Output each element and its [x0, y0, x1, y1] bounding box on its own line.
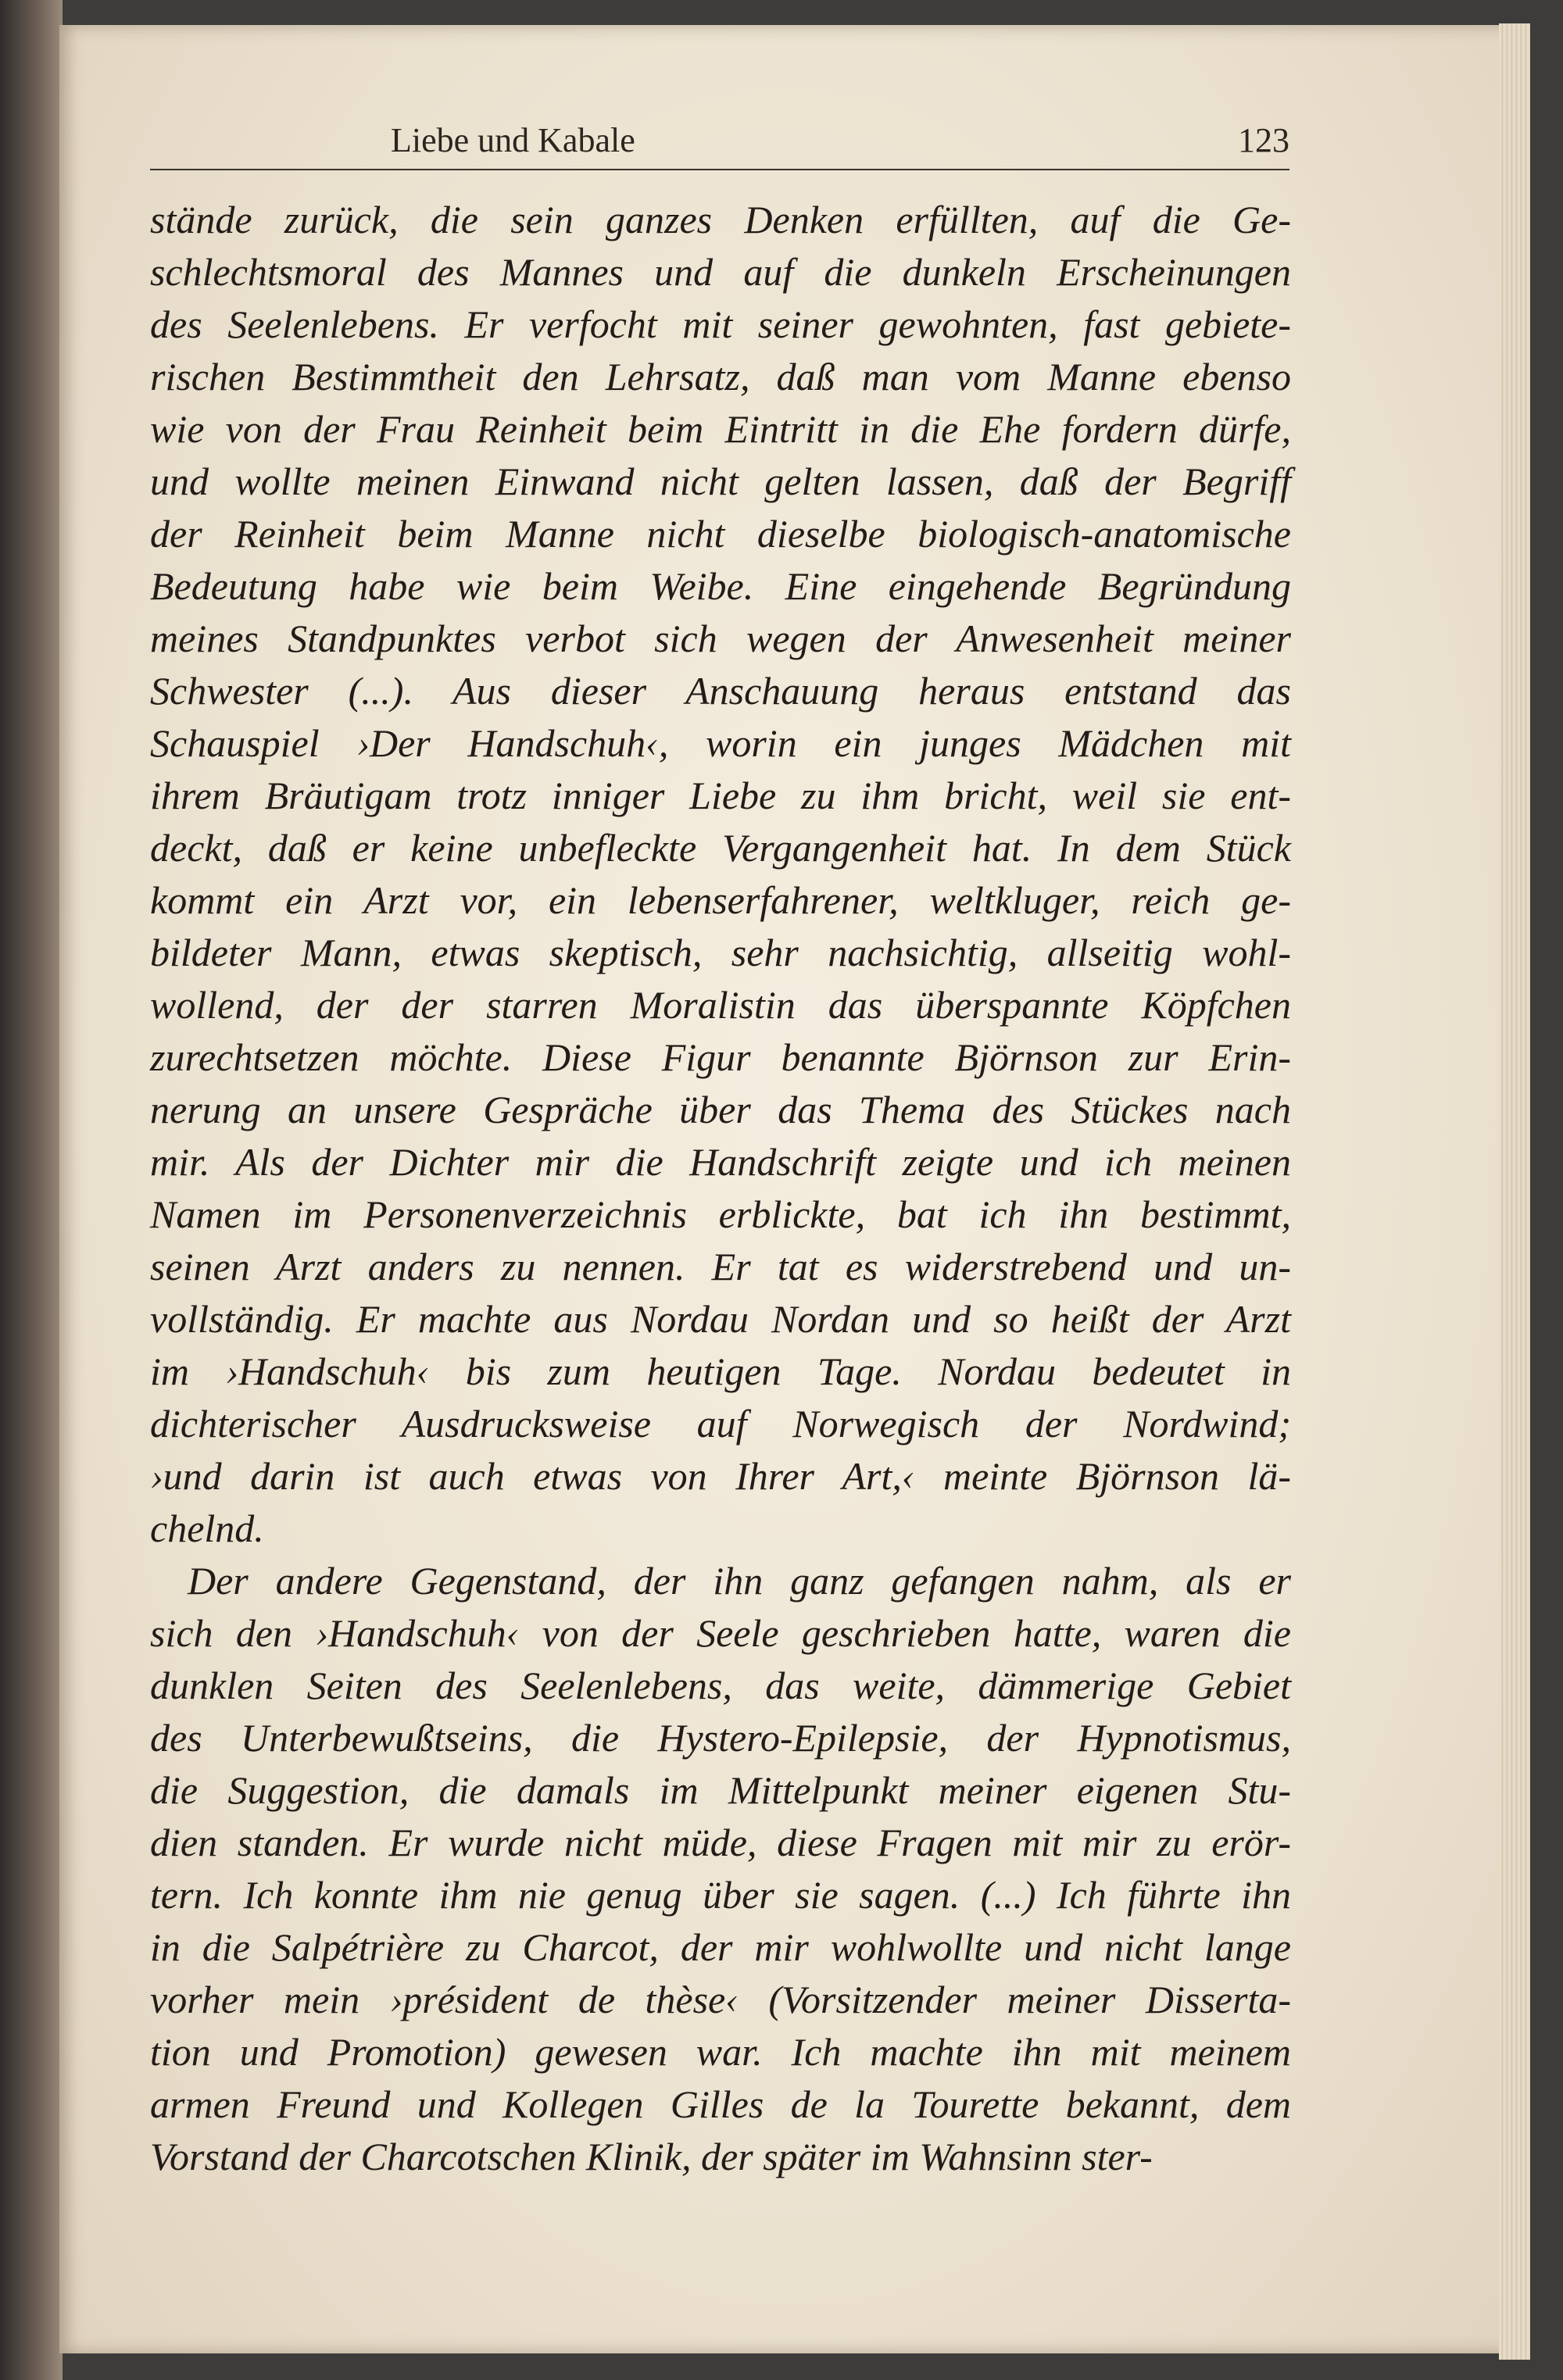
paragraph	[150, 194, 1291, 1555]
text-line: vollständig. Er machte aus Nordau Nordan und so heißt der Arzt	[150, 1297, 1291, 1341]
text-line: deckt, daß er keine unbefleckte Vergangenheit hat. In dem Stück	[150, 826, 1291, 870]
book-gutter	[0, 0, 63, 2380]
text-line: armen Freund und Kollegen Gilles de la Tourette bekannt, dem	[150, 2082, 1291, 2126]
text-line: dunklen Seiten des Seelenlebens, das weite, dämmerige Gebiet	[150, 1663, 1291, 1707]
text-line: seinen Arzt anders zu nennen. Er tat es widerstrebend und un-	[150, 1245, 1291, 1288]
text-line: wie von der Frau Reinheit beim Eintritt in die Ehe fordern dürfe,	[150, 407, 1291, 451]
text-line: des Seelenlebens. Er verfocht mit seiner gewohnten, fast gebiete-	[150, 302, 1291, 346]
text-line: zurechtsetzen möchte. Diese Figur benannte Björnson zur Erin-	[150, 1035, 1291, 1079]
text-line: Der andere Gegenstand, der ihn ganz gefangen nahm, als er	[188, 1559, 1291, 1603]
text-line: Schauspiel ›Der Handschuh‹, worin ein junges Mädchen mit	[150, 721, 1291, 765]
page-number: 123	[1238, 121, 1289, 159]
text-line: bildeter Mann, etwas skeptisch, sehr nachsichtig, allseitig wohl-	[150, 931, 1291, 974]
text-line: meines Standpunktes verbot sich wegen der Anwesenheit meiner	[150, 616, 1291, 660]
text-line: stände zurück, die sein ganzes Denken erfüllten, auf die Ge-	[150, 198, 1291, 241]
text-line: der Reinheit beim Manne nicht dieselbe biologisch-anatomische	[150, 512, 1291, 556]
text-line: chelnd.	[150, 1506, 264, 1550]
running-header	[150, 117, 1289, 170]
text-line: im ›Handschuh‹ bis zum heutigen Tage. Nordau bedeutet in	[150, 1349, 1291, 1393]
text-line: und wollte meinen Einwand nicht gelten lassen, daß der Begriff	[150, 459, 1291, 503]
text-line: nerung an unsere Gespräche über das Thema des Stückes nach	[150, 1088, 1291, 1131]
paragraph	[150, 1555, 1291, 2183]
text-line: tern. Ich konnte ihm nie genug über sie sagen. (...) Ich führte ihn	[150, 1873, 1291, 1917]
text-line: rischen Bestimmtheit den Lehrsatz, daß man vom Manne ebenso	[150, 355, 1291, 398]
text-line: schlechtsmoral des Mannes und auf die dunkeln Erscheinungen	[150, 250, 1291, 294]
text-line: Namen im Personenverzeichnis erblickte, bat ich ihn bestimmt,	[150, 1192, 1291, 1236]
text-line: Bedeutung habe wie beim Weibe. Eine eingehende Begründung	[150, 564, 1291, 608]
text-line: vorher mein ›président de thèse‹ (Vorsitzender meiner Disserta-	[150, 1978, 1291, 2021]
text-line: in die Salpétrière zu Charcot, der mir wohlwollte und nicht lange	[150, 1925, 1291, 1969]
text-line: ihrem Bräutigam trotz inniger Liebe zu ihm bricht, weil sie ent-	[150, 774, 1291, 817]
text-line: mir. Als der Dichter mir die Handschrift zeigte und ich meinen	[150, 1140, 1291, 1184]
page-edges	[1499, 23, 1530, 2360]
text-line: dien standen. Er wurde nicht müde, diese Fragen mit mir zu erör-	[150, 1821, 1291, 1864]
text-line: Vorstand der Charcotschen Klinik, der später im Wahnsinn ster-	[150, 2135, 1153, 2178]
text-line: dichterischer Ausdrucksweise auf Norwegisch der Nordwind;	[150, 1402, 1291, 1446]
chapter-title: Liebe und Kabale	[391, 121, 635, 159]
text-line: die Suggestion, die damals im Mittelpunkt meiner eigenen Stu-	[150, 1768, 1291, 1812]
text-line: kommt ein Arzt vor, ein lebenserfahrener, weltkluger, reich ge-	[150, 878, 1291, 922]
text-line: sich den ›Handschuh‹ von der Seele geschrieben hatte, waren die	[150, 1611, 1291, 1655]
text-line: Schwester (...). Aus dieser Anschauung heraus entstand das	[150, 669, 1291, 713]
text-line: des Unterbewußtseins, die Hystero-Epilepsie, der Hypnotismus,	[150, 1716, 1291, 1760]
text-line: tion und Promotion) gewesen war. Ich machte ihn mit meinem	[150, 2030, 1291, 2074]
text-line: wollend, der der starren Moralistin das überspannte Köpfchen	[150, 983, 1291, 1027]
body-text	[150, 194, 1291, 2183]
text-line: ›und darin ist auch etwas von Ihrer Art,‹ meinte Björnson lä-	[150, 1454, 1291, 1498]
